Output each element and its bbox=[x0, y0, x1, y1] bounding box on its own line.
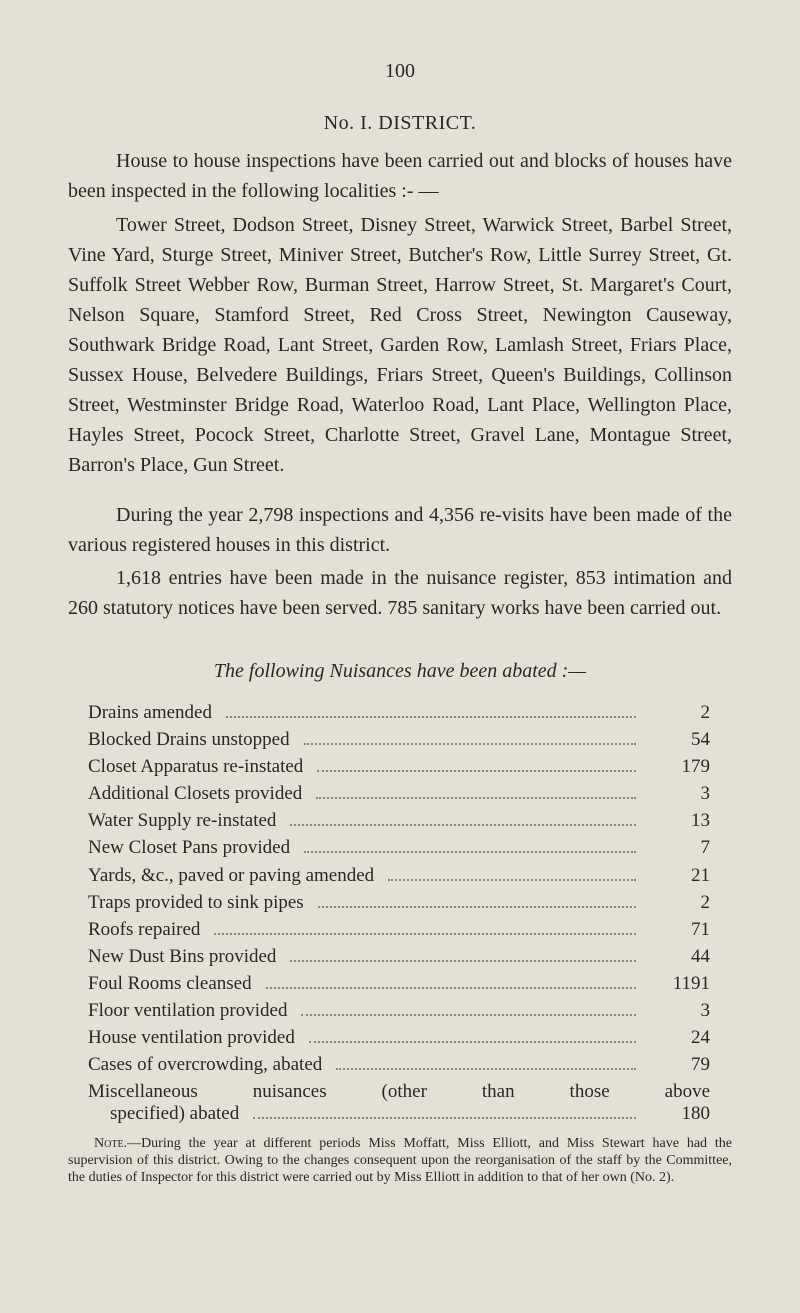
leader-dots bbox=[304, 851, 636, 853]
nuisances-heading: The following Nuisances have been abated :— bbox=[213, 660, 587, 682]
nuisance-row bbox=[88, 946, 710, 973]
nuisance-label: Blocked Drains unstopped bbox=[88, 729, 290, 751]
district-heading: No. I. DISTRICT. bbox=[323, 112, 477, 134]
nuisance-row bbox=[88, 702, 710, 729]
nuisance-label: Foul Rooms cleansed bbox=[88, 972, 252, 994]
nuisance-row-miscellaneous bbox=[88, 1081, 710, 1125]
nuisance-row bbox=[88, 783, 710, 810]
nuisance-label: Water Supply re-instated bbox=[88, 810, 277, 832]
leader-dots bbox=[266, 987, 636, 989]
nuisance-label: Closet Apparatus re-instated bbox=[88, 756, 304, 778]
nuisance-label: Floor ventilation provided bbox=[88, 1000, 288, 1022]
page-number: 100 bbox=[385, 60, 415, 82]
nuisance-value: 1191 bbox=[672, 972, 710, 994]
inspections-paragraph: During the year 2,798 inspections and 4,356 re-visits have been made of the various registered houses in this district. bbox=[68, 504, 732, 556]
leader-dots bbox=[318, 906, 636, 908]
nuisance-label-line1: Miscellaneous nuisances (other than those above bbox=[88, 1081, 710, 1103]
nuisance-row bbox=[88, 756, 710, 783]
leader-dots bbox=[309, 1041, 636, 1043]
leader-dots bbox=[290, 824, 636, 826]
leader-dots bbox=[214, 933, 636, 935]
nuisance-value: 13 bbox=[691, 810, 710, 832]
nuisance-row bbox=[88, 973, 710, 1000]
nuisance-value: 79 bbox=[691, 1054, 710, 1076]
nuisance-value: 71 bbox=[691, 918, 710, 940]
nuisance-row bbox=[88, 892, 710, 919]
nuisance-row bbox=[88, 837, 710, 864]
nuisance-label: Roofs repaired bbox=[88, 918, 201, 940]
leader-dots bbox=[316, 797, 636, 799]
intro-paragraph: House to house inspections have been carried out and blocks of houses have been inspected in the following localities :- — bbox=[68, 150, 732, 202]
nuisance-value: 179 bbox=[681, 756, 710, 778]
nuisance-value: 21 bbox=[691, 864, 710, 886]
nuisance-label: New Dust Bins provided bbox=[88, 945, 277, 967]
nuisance-label: Additional Closets provided bbox=[88, 783, 303, 805]
nuisance-label: New Closet Pans provided bbox=[88, 837, 291, 859]
leader-dots bbox=[336, 1068, 636, 1070]
nuisance-register-paragraph: 1,618 entries have been made in the nuisance register, 853 intimation and 260 statutory notices have been served. 785 sanitary works have been carried out. bbox=[68, 567, 732, 619]
nuisance-value: 54 bbox=[691, 729, 710, 751]
leader-dots bbox=[253, 1117, 636, 1119]
nuisance-label: House ventilation provided bbox=[88, 1027, 295, 1049]
nuisance-label-line2-row bbox=[88, 1103, 710, 1125]
leader-dots bbox=[304, 743, 636, 745]
nuisance-rows bbox=[88, 702, 710, 1081]
leader-dots bbox=[388, 879, 636, 881]
nuisance-value: 2 bbox=[700, 891, 710, 913]
nuisance-row bbox=[88, 729, 710, 756]
note-label: Note. bbox=[94, 1136, 128, 1151]
leader-dots bbox=[290, 960, 636, 962]
leader-dots bbox=[301, 1014, 636, 1016]
nuisance-value: 3 bbox=[700, 1000, 710, 1022]
nuisance-value: 7 bbox=[700, 837, 710, 859]
leader-dots bbox=[317, 770, 636, 772]
localities-paragraph: Tower Street, Dodson Street, Disney Street, Warwick Street, Barbel Street, Vine Yard, Sturge Street, Miniver Street, Butcher's Row, Little Surrey Street, Gt. Suffolk Street Webber Row, Burman Street, Harrow Street, St. Margaret's Court, Nelson Square, Stamford Street, Red Cross Street, Newington Causeway, Southwark Bridge Road, Lant Street, Garden Row, Lamlash Street, Friars Place, Sussex House, Belvedere Buildings, Friars Street, Queen's Buildings, Collinson Street, Westminster Bridge Road, Waterloo Road, Lant Place, Wellington Place, Hayles Street, Pocock Street, Charlotte Street, Gravel Lane, Montague Street, Barron's Place, Gun Street. bbox=[68, 214, 732, 476]
leader-dots bbox=[226, 716, 636, 718]
nuisance-label: Cases of overcrowding, abated bbox=[88, 1054, 323, 1076]
nuisance-value: 24 bbox=[691, 1027, 710, 1049]
nuisance-row bbox=[88, 1054, 710, 1081]
nuisance-value: 2 bbox=[700, 702, 710, 723]
nuisance-row bbox=[88, 1000, 710, 1027]
nuisance-row bbox=[88, 1027, 710, 1054]
nuisance-label: Yards, &c., paved or paving amended bbox=[88, 864, 375, 886]
nuisances-table bbox=[88, 702, 710, 1125]
nuisance-label-line2: specified) abated bbox=[110, 1103, 240, 1125]
nuisance-value: 3 bbox=[700, 783, 710, 805]
nuisance-row bbox=[88, 810, 710, 837]
nuisance-value: 44 bbox=[691, 945, 710, 967]
nuisance-value: 180 bbox=[681, 1103, 710, 1125]
nuisance-row bbox=[88, 919, 710, 946]
nuisance-row bbox=[88, 865, 710, 892]
nuisance-label: Traps provided to sink pipes bbox=[88, 891, 304, 913]
footnote bbox=[68, 1135, 732, 1186]
nuisance-label: Drains amended bbox=[88, 702, 212, 723]
note-text: —During the year at different periods Miss Moffatt, Miss Elliott, and Miss Stewart have had the supervision of this district. Owing to the changes consequent upon the reorganisation of the staff by the Committee, the duties of Inspector for this district were carried out by Miss Elliott in addition to that of her own (No. 2). bbox=[68, 1136, 732, 1185]
